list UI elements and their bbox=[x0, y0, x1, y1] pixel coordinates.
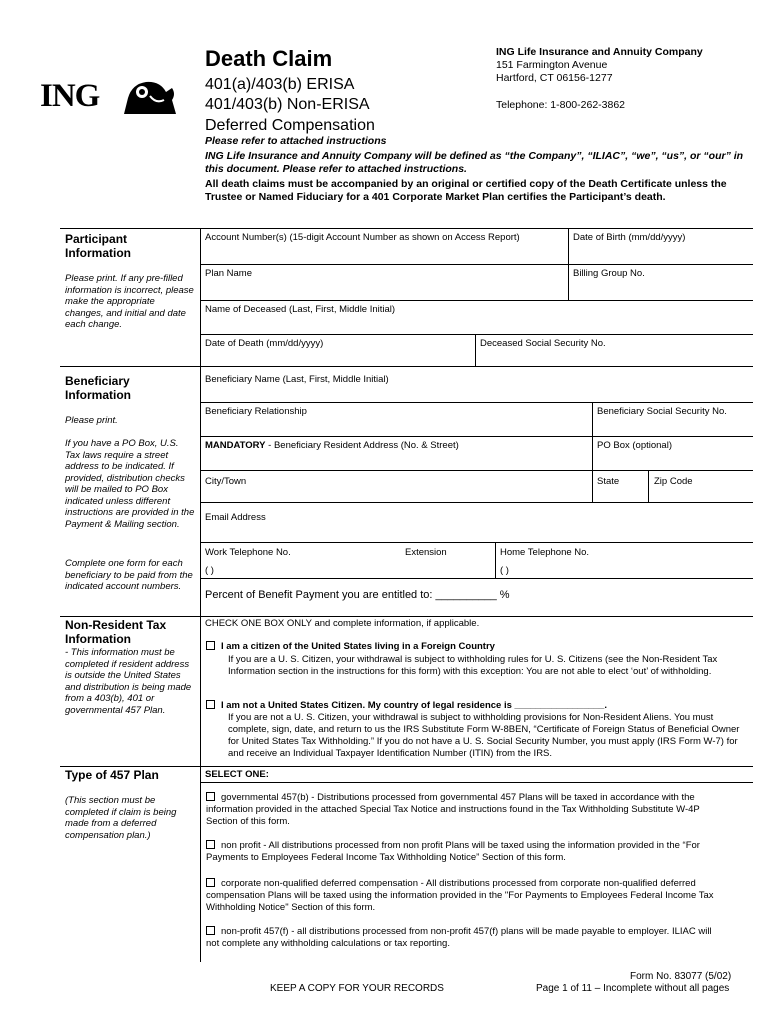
participant-note: Please print. If any pre-filled information is incorrect, please make the appropriate changes, and initial and date each change. bbox=[65, 273, 194, 330]
company-address2: Hartford, CT 06156-1277 bbox=[496, 72, 613, 84]
plan457-note: (This section must be completed if claim is being made from a deferred compensation plan.) bbox=[65, 795, 177, 841]
citizen-foreign-body: If you are a U. S. Citizen, your withdrawal is subject to withholding rules for U. S. Citizens (see the Non-Resident Tax Information section in the instructions for this form) with this exception: You are not able to elect ‘out’ of withholding. bbox=[228, 654, 718, 677]
dob-field[interactable]: Date of Birth (mm/dd/yyyy) bbox=[573, 232, 686, 243]
page-number: Page 1 of 11 – Incomplete without all pages bbox=[536, 983, 730, 994]
percent-field[interactable]: Percent of Benefit Payment you are entitled to: __________ % bbox=[205, 589, 510, 601]
billing-group-field[interactable]: Billing Group No. bbox=[573, 268, 645, 279]
plan457-title: Type of 457 Plan bbox=[65, 768, 159, 782]
gov-457b-checkbox[interactable] bbox=[206, 792, 215, 801]
beneficiary-ssn-field[interactable]: Beneficiary Social Security No. bbox=[597, 406, 727, 417]
corporate-nqdc-option[interactable]: corporate non-qualified deferred compensation - All distributions processed from corporate non-qualified deferred compensation Plans will be taxed using the information provided in the "For Payments to Employees Federal Income Tax Withholding Notice" Section of this form. bbox=[206, 878, 714, 913]
citizen-foreign-option[interactable]: I am a citizen of the United States living in a Foreign Country bbox=[206, 641, 726, 653]
non-citizen-body: If you are not a U. S. Citizen, your withdrawal is subject to withholding provisions for Non-Resident Aliens. You must complete, sign, date, and return to us the IRS Substitute Form W-8BEN, “Certificate of Foreign Status of Beneficial Owner for United States Tax Withholding.” If you do not have a U. S. Social Security Number, you must apply (IRS Form W-7) for and receive an Individual Taxpayer Identification Number (ITIN) from the IRS. bbox=[228, 712, 740, 759]
nonresident-note: - This information must be completed if resident address is outside the United States and distribution is being made from a 403(b), 401 or governmental 457 Plan. bbox=[65, 647, 192, 716]
notes-line2: ING Life Insurance and Annuity Company will be defined as “the Company”, “ILIAC”, “we”, “us”, or “our” in this document. Please refer to attached instructions. bbox=[205, 150, 744, 175]
relationship-field[interactable]: Beneficiary Relationship bbox=[205, 406, 307, 417]
nonresident-title: Non-Resident Tax Information bbox=[65, 618, 167, 646]
date-of-death-field[interactable]: Date of Death (mm/dd/yyyy) bbox=[205, 338, 324, 349]
citizen-foreign-checkbox[interactable] bbox=[206, 641, 215, 650]
state-field[interactable]: State bbox=[597, 476, 620, 487]
plan-name-field[interactable]: Plan Name bbox=[205, 268, 252, 279]
city-field[interactable]: City/Town bbox=[205, 476, 247, 487]
account-number-field[interactable]: Account Number(s) (15-digit Account Number as shown on Access Report) bbox=[205, 232, 520, 243]
beneficiary-title: Beneficiary Information bbox=[65, 374, 131, 402]
subtitle-deferred: Deferred Compensation bbox=[205, 117, 375, 134]
deceased-ssn-field[interactable]: Deceased Social Security No. bbox=[480, 338, 606, 349]
beneficiary-note1: Please print. bbox=[65, 415, 118, 426]
keep-copy: KEEP A COPY FOR YOUR RECORDS bbox=[270, 983, 444, 994]
company-name: ING Life Insurance and Annuity Company bbox=[496, 46, 703, 58]
corporate-nqdc-checkbox[interactable] bbox=[206, 878, 215, 887]
notes-line3: All death claims must be accompanied by an original or certified copy of the Death Certificate unless the Trustee or Named Fiduciary for a 401 Corporate Market Plan certifies the Participant’s death. bbox=[205, 178, 727, 203]
form-number: Form No. 83077 (5/02) bbox=[630, 971, 732, 982]
company-block bbox=[496, 46, 703, 112]
gov-457b-option[interactable]: governmental 457(b) - Distributions processed from governmental 457 Plans will be taxed in accordance with the information provided in the attached Special Tax Notice and instructions found in the Tax Withholding Substitute W-4P Section of this form. bbox=[206, 792, 700, 827]
company-address1: 151 Farmington Avenue bbox=[496, 59, 608, 71]
ing-logo bbox=[40, 78, 180, 118]
page-title: Death Claim bbox=[205, 46, 333, 71]
zip-field[interactable]: Zip Code bbox=[654, 476, 693, 487]
home-phone-paren: ( ) bbox=[500, 565, 509, 576]
notes-block bbox=[205, 135, 750, 204]
logo-text: ING bbox=[40, 78, 100, 114]
lion-icon bbox=[120, 78, 180, 116]
beneficiary-note2: If you have a PO Box, U.S. Tax laws require a street address to be indicated. If provided, distribution checks will be mailed to PO Box indicated unless different instructions are provided in the Payment & Mailing section. bbox=[65, 438, 195, 530]
po-box-field[interactable]: PO Box (optional) bbox=[597, 440, 672, 451]
nonresident-instruction: CHECK ONE BOX ONLY and complete information, if applicable. bbox=[205, 618, 480, 629]
subtitle-non-erisa: 401/403(b) Non-ERISA bbox=[205, 96, 370, 113]
notes-line1: Please refer to attached instructions bbox=[205, 135, 387, 147]
beneficiary-note3: Complete one form for each beneficiary to be paid from the indicated account numbers. bbox=[65, 558, 193, 592]
non-citizen-checkbox[interactable] bbox=[206, 700, 215, 709]
home-phone-field[interactable]: Home Telephone No. bbox=[500, 547, 590, 558]
address-field[interactable]: MANDATORY - Beneficiary Resident Address (No. & Street) bbox=[205, 440, 459, 451]
extension-field[interactable]: Extension bbox=[405, 547, 447, 558]
non-profit-457f-option[interactable]: non-profit 457(f) - all distributions processed from non-profit 457(f) plans will be made payable to employer. ILIAC will not complete any withholding calculations or tax reporting. bbox=[206, 926, 712, 949]
beneficiary-name-field[interactable]: Beneficiary Name (Last, First, Middle Initial) bbox=[205, 374, 389, 385]
subtitle-erisa: 401(a)/403(b) ERISA bbox=[205, 76, 355, 93]
deceased-name-field[interactable]: Name of Deceased (Last, First, Middle Initial) bbox=[205, 304, 396, 315]
company-telephone: Telephone: 1-800-262-3862 bbox=[496, 99, 626, 111]
non-profit-checkbox[interactable] bbox=[206, 840, 215, 849]
select-one: SELECT ONE: bbox=[205, 769, 269, 780]
non-profit-457f-checkbox[interactable] bbox=[206, 926, 215, 935]
non-citizen-option[interactable]: I am not a United States Citizen. My country of legal residence is _________________. bbox=[206, 700, 726, 712]
participant-title: Participant Information bbox=[65, 232, 131, 260]
non-profit-option[interactable]: non profit - All distributions processed from non profit Plans will be taxed using the information provided in the “For Payments to Employees Federal Income Tax Withholding Notice” Section of this form. bbox=[206, 840, 700, 863]
email-field[interactable]: Email Address bbox=[205, 512, 266, 523]
work-phone-paren: ( ) bbox=[205, 565, 214, 576]
work-phone-field[interactable]: Work Telephone No. bbox=[205, 547, 291, 558]
